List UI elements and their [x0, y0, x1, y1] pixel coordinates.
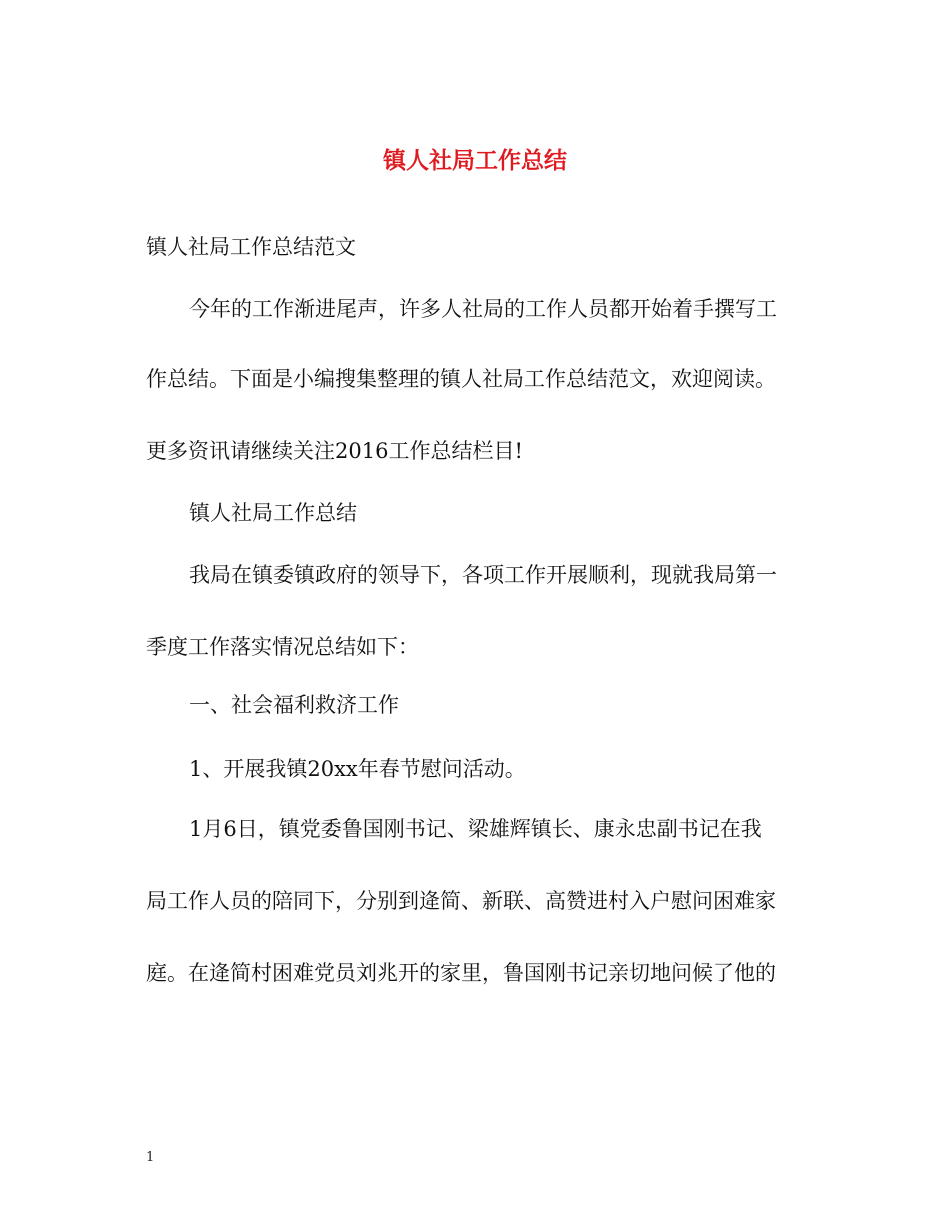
text-line: 我局在镇委镇政府的领导下，各项工作开展顺利，现就我局第一	[189, 563, 777, 587]
text-line: 局工作人员的陪同下，分别到逄简、新联、高赞进村入户慰问困难家	[146, 889, 776, 913]
text-line-subtitle: 镇人社局工作总结范文	[146, 235, 356, 259]
document-title: 镇人社局工作总结	[383, 147, 567, 174]
text-line: 1月6日，镇党委鲁国刚书记、梁雄辉镇长、康永忠副书记在我	[189, 817, 762, 841]
text-line: 更多资讯请继续关注2016工作总结栏目!	[146, 439, 523, 463]
page-number: 1	[146, 1150, 155, 1165]
text-line: 今年的工作渐进尾声，许多人社局的工作人员都开始着手撰写工	[189, 297, 777, 321]
text-line: 庭。在逄简村困难党员刘兆开的家里，鲁国刚书记亲切地问候了他的	[146, 961, 776, 985]
text-line: 季度工作落实情况总结如下：	[146, 635, 419, 659]
text-line-heading: 镇人社局工作总结	[189, 501, 357, 525]
text-line: 作总结。下面是小编搜集整理的镇人社局工作总结范文，欢迎阅读。	[146, 367, 776, 391]
text-line-heading: 一、社会福利救济工作	[189, 693, 399, 717]
text-line: 1、开展我镇20xx年春节慰问活动。	[189, 757, 526, 781]
